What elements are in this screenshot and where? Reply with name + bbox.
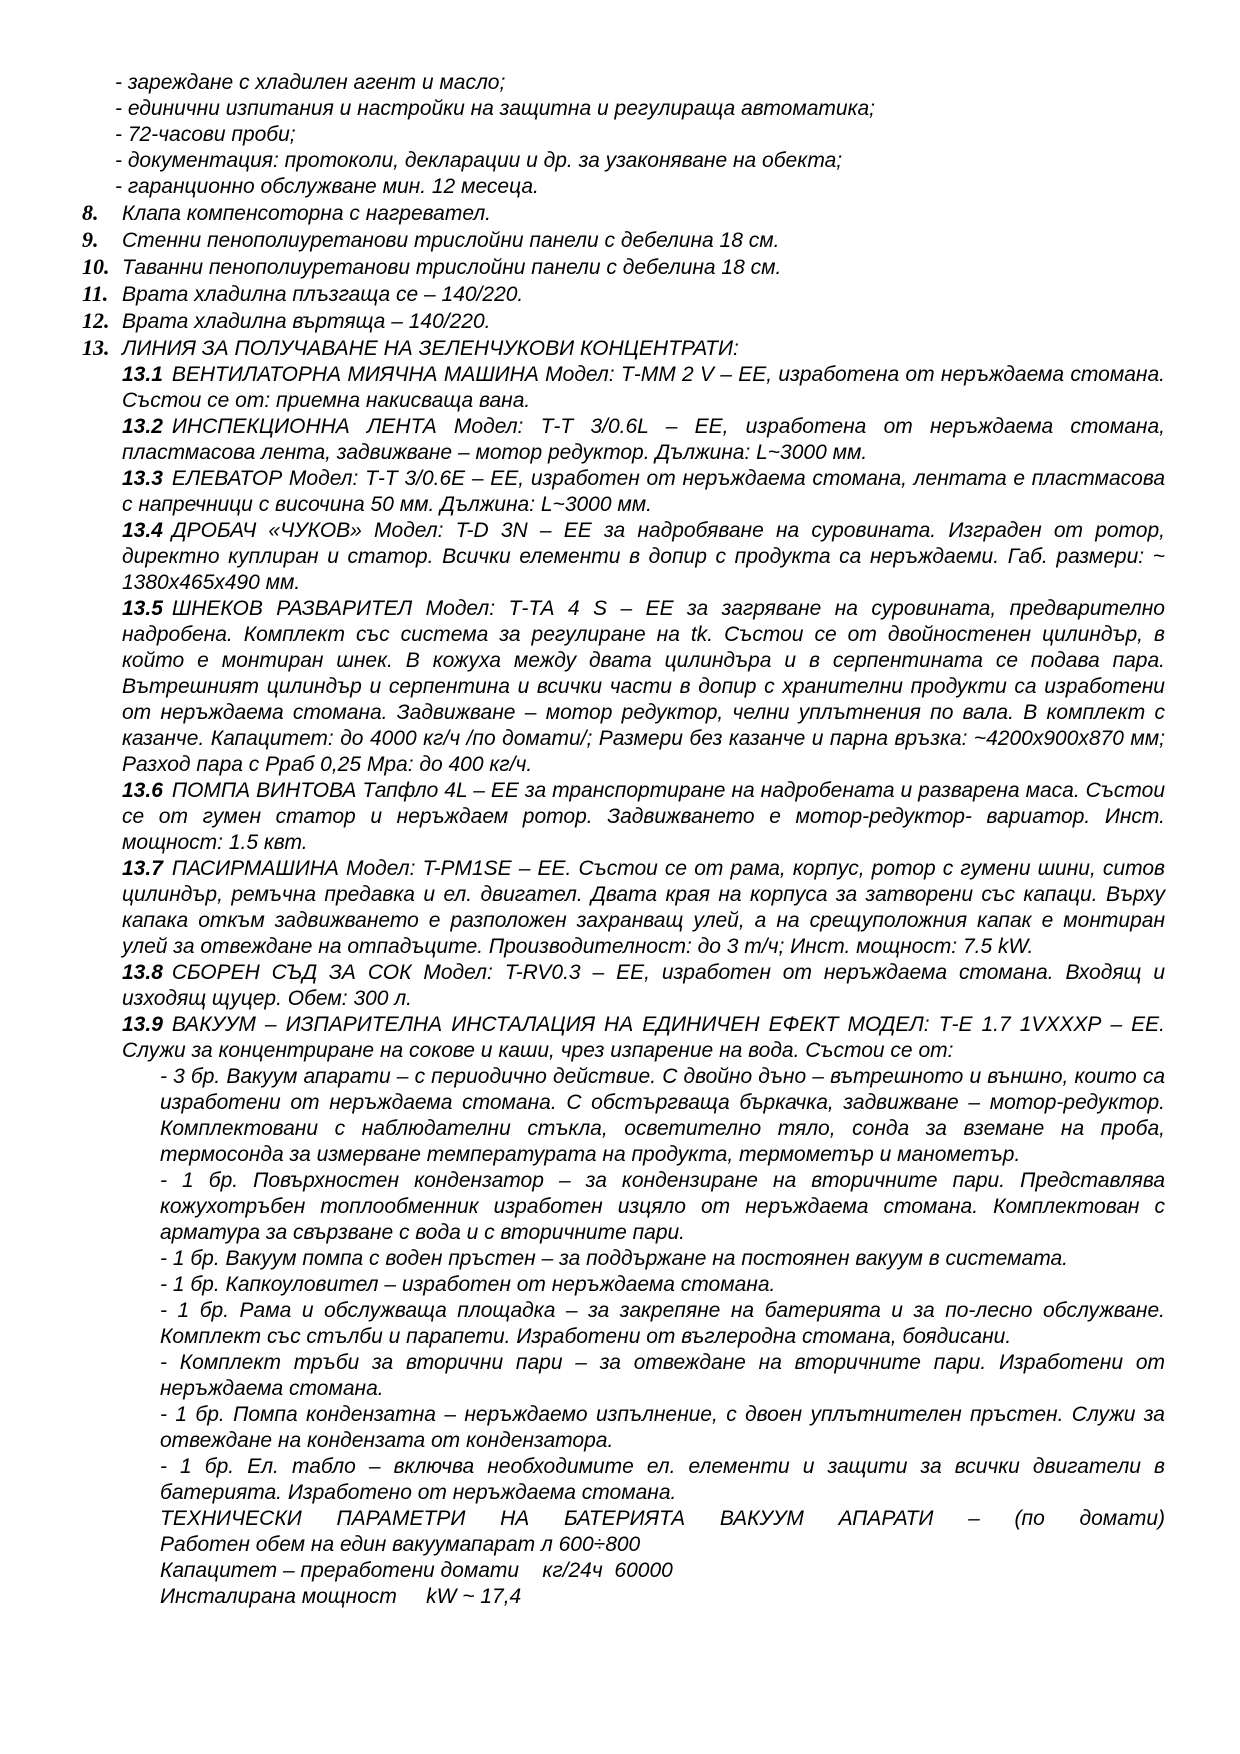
list-item-number: 13.: [82, 335, 110, 360]
list-item-number: 11.: [82, 281, 109, 306]
vacuum-components: [75, 1064, 1165, 1506]
list-item: [75, 308, 1165, 335]
intro-item: - гаранционно обслужване мин. 12 месеца.: [115, 175, 539, 198]
spec-section: [75, 362, 1165, 1064]
list-item-number: 8.: [82, 200, 99, 225]
spec-number: 13.9: [122, 1013, 163, 1036]
component-item: - 1 бр. Повърхностен кондензатор – за кондензиране на вторичните пари. Представлява кожухотръбен топлообменник изработен изцяло от неръждаема стомана. Комплектован с арматура за свързване с вода и с вторичните пари.: [160, 1169, 1165, 1244]
spec-text: ВЕНТИЛАТОРНА МИЯЧНА МАШИНА Модел: Т-ММ 2 V – ЕЕ, изработена от неръждаема стомана. Състои се от: приемна накисваща вана.: [122, 363, 1165, 412]
intro-dash-list: [75, 70, 1165, 200]
spec-paragraph: [122, 778, 1165, 856]
spec-paragraph: [122, 466, 1165, 518]
list-item: [75, 335, 1165, 362]
spec-number: 13.3: [122, 467, 163, 490]
spec-paragraph: [122, 518, 1165, 596]
spec-text: ПОМПА ВИНТОВА Тапфло 4L – ЕЕ за транспортиране на надробената и разварена маса. Състои се от гумен статор и неръждаем ротор. Задвижването е мотор-редуктор- вариатор. Инст. мощност: 1.5 квт.: [122, 779, 1165, 854]
intro-item: - единични изпитания и настройки на защитна и регулираща автоматика;: [115, 97, 876, 120]
spec-text: ИНСПЕКЦИОННА ЛЕНТА Модел: Т-Т 3/0.6L – ЕЕ, изработена от неръждаема стомана, пластмасова лента, задвижване – мотор редуктор. Дължина: L~3000 мм.: [122, 415, 1165, 464]
list-item-text: Врата хладилна въртяща – 140/220.: [122, 310, 491, 333]
component-item: - 1 бр. Вакуум помпа с воден пръстен – за поддържане на постоянен вакуум в системата.: [160, 1247, 1068, 1270]
list-item-number: 10.: [82, 254, 110, 279]
intro-item: - 72-часови проби;: [115, 123, 296, 146]
list-item: [75, 281, 1165, 308]
spec-text: ПАСИРМАШИНА Модел: T-PM1SE – ЕЕ. Състои се от рама, корпус, ротор с гумени шини, ситов цилиндър, ремъчна предавка и ел. двигател. Двата края на корпуса за затворени със капаци. Върху капака откъм задвижването е разположен захранващ улей, а на срещуположния капак е монтиран улей за отвеждане на отпадъците. Производителност: до 3 т/ч; Инст. мощност: 7.5 kW.: [122, 857, 1165, 958]
intro-item: - зареждане с хладилен агент и масло;: [115, 71, 506, 94]
spec-number: 13.6: [122, 779, 163, 802]
tech-params-row: Инсталирана мощност kW ~ 17,4: [160, 1585, 522, 1608]
spec-paragraph: [122, 414, 1165, 466]
spec-number: 13.8: [122, 961, 163, 984]
list-item-text: Стенни пенополиуретанови трислойни панели с дебелина 18 см.: [122, 229, 780, 252]
spec-text: СБОРЕН СЪД ЗА СОК Модел: T-RV0.3 – ЕЕ, изработен от неръждаема стомана. Входящ и изходящ щуцер. Обем: 300 л.: [122, 961, 1165, 1010]
tech-params-row: Капацитет – преработени домати кг/24ч 60000: [160, 1559, 673, 1582]
list-item-text: Врата хладилна плъзгаща се – 140/220.: [122, 283, 524, 306]
list-item-number: 12.: [82, 308, 110, 333]
spec-text: ВАКУУМ – ИЗПАРИТЕЛНА ИНСТАЛАЦИЯ НА ЕДИНИЧЕН ЕФЕКТ МОДЕЛ: Т-Е 1.7 1VХХХР – ЕЕ. Служи за концентриране на сокове и каши, чрез изпарение на вода. Състои се от:: [122, 1013, 1165, 1062]
spec-text: ДРОБАЧ «ЧУКОВ» Модел: T-D 3N – ЕЕ за надробяване на суровината. Изграден от ротор, директно куплиран и статор. Всички елементи в допир с продукта са неръждаеми. Габ. размери: ~ 1380х465х490 мм.: [122, 519, 1165, 594]
spec-text: ЕЛЕВАТОР Модел: Т-Т 3/0.6Е – ЕЕ, изработен от неръждаема стомана, лентата е пластмасова с напречници с височина 50 мм. Дължина: L~3000 мм.: [122, 467, 1165, 516]
list-item-text: Таванни пенополиуретанови трислойни панели с дебелина 18 см.: [122, 256, 782, 279]
list-item-text: ЛИНИЯ ЗА ПОЛУЧАВАНЕ НА ЗЕЛЕНЧУКОВИ КОНЦЕНТРАТИ:: [122, 337, 739, 360]
list-item-text: Клапа компенсоторна с нагревател.: [122, 202, 491, 225]
component-item: - 3 бр. Вакуум апарати – с периодично действие. С двойно дъно – вътрешното и външно, които са изработени от неръждаема стомана. С обстъргваща бъркачка, задвижване – мотор-редуктор. Комплектовани с наблюдателни стъкла, осветително тяло, сонда за вземане на проба, термосонда за измерване температурата на продукта, термометър и манометър.: [160, 1065, 1165, 1166]
tech-params-title: ТЕХНИЧЕСКИ ПАРАМЕТРИ НА БАТЕРИЯТА ВАКУУМ АПАРАТИ – (по домати): [160, 1507, 1165, 1530]
list-item: [75, 254, 1165, 281]
component-item: - 1 бр. Ел. табло – включва необходимите ел. елементи и защити за всички двигатели в батерията. Изработено от неръждаема стомана.: [160, 1455, 1165, 1504]
spec-paragraph: [122, 856, 1165, 960]
spec-paragraph: [122, 1012, 1165, 1064]
list-item: [75, 227, 1165, 254]
spec-number: 13.4: [122, 519, 163, 542]
component-item: - 1 бр. Помпа кондензатна – неръждаемо изпълнение, с двоен уплътнителен пръстен. Служи за отвеждане на кондензата от кондензатора.: [160, 1403, 1165, 1452]
spec-paragraph: [122, 362, 1165, 414]
list-item-number: 9.: [82, 227, 99, 252]
tech-params-row: Работен обем на един вакуумапарат л 600÷800: [160, 1533, 641, 1556]
spec-number: 13.1: [122, 363, 163, 386]
spec-number: 13.2: [122, 415, 163, 438]
tech-params: [75, 1506, 1165, 1610]
component-item: - 1 бр. Рама и обслужваща площадка – за закрепяне на батерията и за по-лесно обслужване. Комплект със стълби и парапети. Изработени от въглеродна стомана, боядисани.: [160, 1299, 1165, 1348]
list-item: [75, 200, 1165, 227]
spec-number: 13.7: [122, 857, 163, 880]
spec-text: ШНЕКОВ РАЗВАРИТЕЛ Модел: Т-ТА 4 S – ЕЕ за загряване на суровината, предварително надробена. Комплект със система за регулиране на tk. Състои се от двойностенен цилиндър, в който е монтиран шнек. В кожуха между двата цилиндъра и в серпентината се подава пара. Вътрешният цилиндър и серпентина и всички части в допир с хранителни продукти са изработени от неръждаема стомана. Задвижване – мотор редуктор, челни уплътнения по вала. В комплект с казанче. Капацитет: до 4000 кг/ч /по домати/; Размери без казанче и парна връзка: ~4200х900х870 мм; Разход пара с Рраб 0,25 Мра: до 400 кг/ч.: [122, 597, 1165, 776]
component-item: - 1 бр. Капкоуловител – изработен от неръждаема стомана.: [160, 1273, 776, 1296]
component-item: - Комплект тръби за вторични пари – за отвеждане на вторичните пари. Изработени от неръждаема стомана.: [160, 1351, 1165, 1400]
spec-paragraph: [122, 960, 1165, 1012]
spec-paragraph: [122, 596, 1165, 778]
numbered-list: [75, 200, 1165, 362]
intro-item: - документация: протоколи, декларации и др. за узаконяване на обекта;: [115, 149, 843, 172]
spec-number: 13.5: [122, 597, 163, 620]
